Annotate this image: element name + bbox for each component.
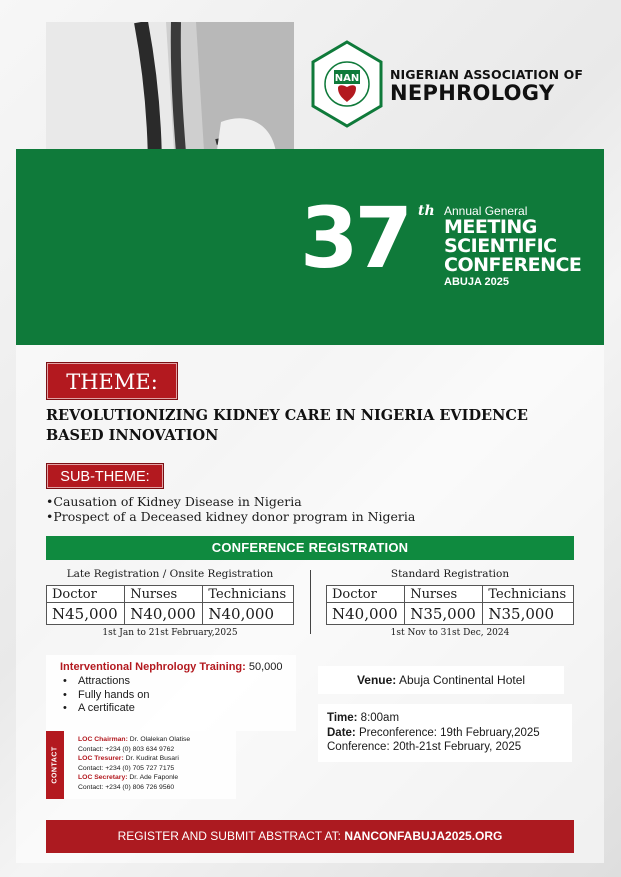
table-cell: N35,000	[405, 603, 483, 625]
date-row	[327, 726, 540, 741]
standard-registration-table	[326, 585, 574, 625]
table-header: Doctor	[327, 586, 405, 603]
standard-registration-title: Standard Registration	[390, 568, 510, 580]
contact-name: Dr. Kudirat Busari	[125, 755, 179, 762]
table-header: Technicians	[203, 586, 294, 603]
register-label: REGISTER AND SUBMIT ABSTRACT AT:	[117, 829, 341, 843]
contact-strip	[46, 731, 64, 799]
contact-label: CONTACT	[51, 746, 59, 784]
time-label: Time:	[327, 712, 358, 724]
table-header: Doctor	[47, 586, 125, 603]
registration-title: CONFERENCE REGISTRATION	[46, 536, 574, 560]
late-registration-table	[46, 585, 294, 625]
register-url[interactable]: NANCONFABUJA2025.ORG	[344, 829, 503, 843]
table-cell: N40,000	[203, 603, 294, 625]
register-banner[interactable]	[46, 820, 574, 853]
subtheme-item: • Causation of Kidney Disease in Nigeria	[46, 494, 586, 509]
contact-phone[interactable]: Contact: +234 (0) 803 634 9762	[78, 745, 175, 753]
conf-city-year: ABUJA 2025	[444, 276, 510, 288]
contact-name: Dr. Ade Faponle	[129, 774, 179, 781]
venue-value: Abuja Continental Hotel	[398, 673, 526, 687]
contact-entry	[78, 773, 190, 783]
preconference-date: Preconference: 19th February,2025	[358, 726, 540, 739]
nan-logo	[311, 40, 383, 128]
training-fee: 50,000	[248, 661, 283, 673]
table-cell: N45,000	[47, 603, 125, 625]
time-row	[327, 711, 540, 726]
conf-scientific: SCIENTIFIC	[444, 235, 557, 257]
edition-number: 37	[300, 189, 409, 287]
conf-annual-general: Annual General	[444, 204, 528, 218]
list-item: • Attractions	[78, 675, 150, 689]
contact-phone[interactable]: Contact: +234 (0) 705 727 7175	[78, 764, 175, 772]
conference-title	[444, 205, 581, 289]
org-name-line1: NIGERIAN ASSOCIATION OF	[390, 67, 584, 82]
contact-list	[78, 735, 190, 792]
svg-text:NAN: NAN	[334, 73, 360, 84]
contact-phone[interactable]: Contact: +234 (0) 806 726 9560	[78, 783, 175, 791]
table-cell: N35,000	[483, 603, 574, 625]
late-registration-title: Late Registration / Onsite Registration	[66, 568, 274, 580]
schedule-list	[327, 711, 540, 755]
contact-entry	[78, 735, 190, 745]
conf-conference: CONFERENCE	[444, 254, 582, 276]
conf-meeting: MEETING	[444, 216, 537, 238]
list-item: • A certificate	[78, 702, 150, 716]
org-name-line2: NEPHROLOGY	[390, 81, 555, 105]
contact-entry	[78, 754, 190, 764]
venue-card	[318, 666, 564, 694]
edition-ordinal: th	[418, 203, 435, 219]
theme-label: THEME:	[46, 362, 178, 400]
subtheme-label: SUB-THEME:	[46, 463, 164, 489]
training-list	[78, 675, 150, 716]
standard-registration-dates: 1st Nov to 31st Dec, 2024	[390, 628, 510, 638]
contact-name: Dr. Olalekan Olatise	[129, 736, 191, 743]
subtheme-item: • Prospect of a Deceased kidney donor program in Nigeria	[46, 509, 586, 524]
registration-divider	[310, 570, 311, 634]
table-cell: N40,000	[327, 603, 405, 625]
table-header: Nurses	[125, 586, 203, 603]
time-value: 8:00am	[360, 712, 400, 724]
training-title: Interventional Nephrology Training:	[60, 661, 246, 673]
subtheme-list	[46, 494, 586, 524]
table-header: Technicians	[483, 586, 574, 603]
table-header: Nurses	[405, 586, 483, 603]
venue-label: Venue:	[356, 673, 397, 687]
date-label: Date:	[327, 726, 356, 739]
conference-date: Conference: 20th-21st February, 2025	[327, 741, 522, 753]
contact-role: LOC Chairman:	[78, 736, 128, 743]
contact-role: LOC Tresurer:	[78, 755, 124, 762]
theme-text: REVOLUTIONIZING KIDNEY CARE IN NIGERIA EVIDENCE BASED INNOVATION	[46, 407, 528, 444]
late-registration-dates: 1st Jan to 21st February,2025	[102, 628, 238, 638]
table-cell: N40,000	[125, 603, 203, 625]
training-heading	[60, 661, 283, 673]
list-item: • Fully hands on	[78, 689, 150, 703]
organization-name	[390, 67, 610, 104]
contact-role: LOC Secretary:	[78, 774, 128, 781]
